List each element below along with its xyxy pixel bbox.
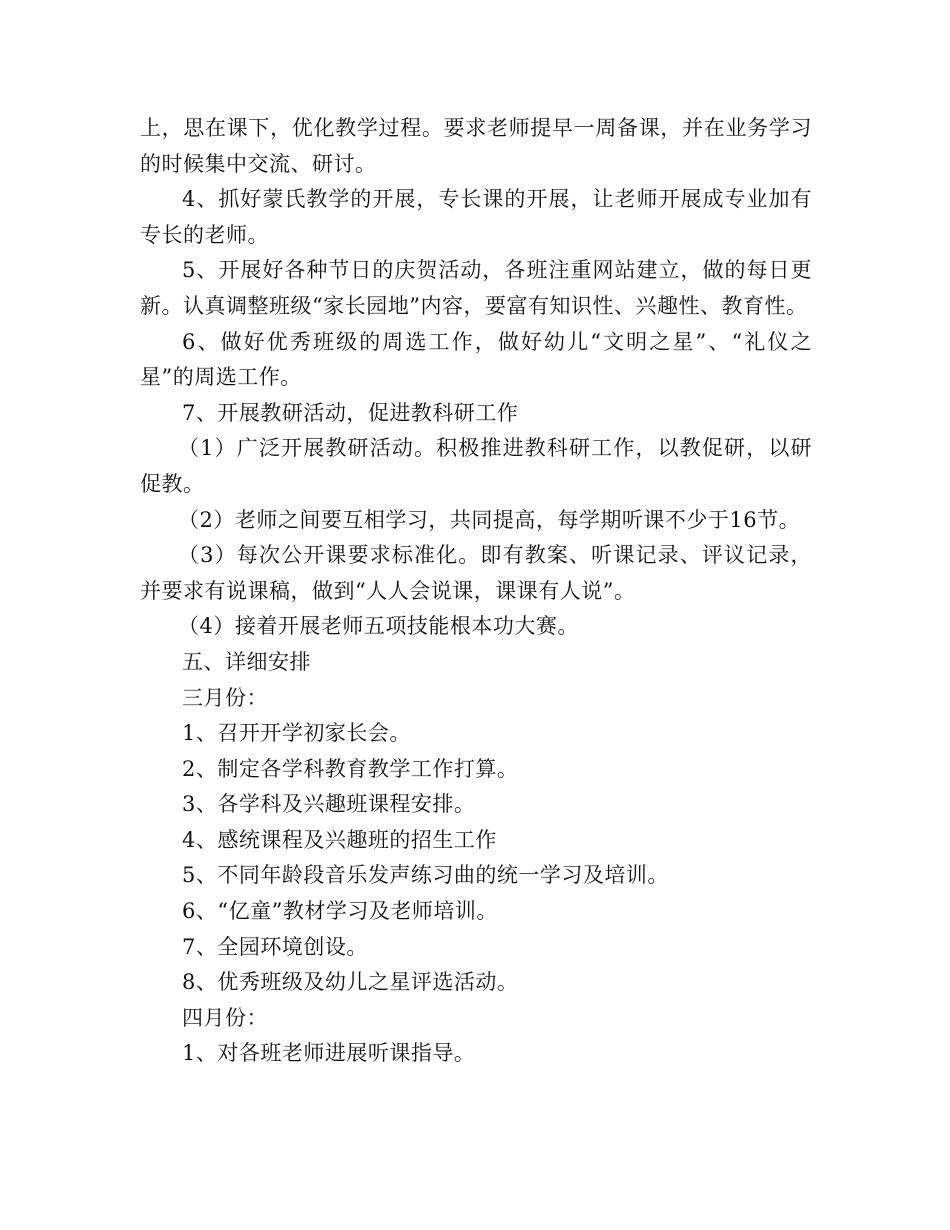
- list-item: 1、召开开学初家长会。: [182, 721, 411, 746]
- list-item: 6、“亿童”教材学习及老师培训。: [182, 899, 498, 924]
- paragraph-subitem-3: （3）每次公开课要求标准化。即有教案、听课记录、评议记录，并要求有说课稿，做到“人人会说课，课课有人说”。: [140, 543, 812, 603]
- list-item: 3、各学科及兴趣班课程安排。: [182, 792, 476, 817]
- document-body: [140, 111, 812, 1072]
- list-item: 8、优秀班级及幼儿之星评选活动。: [182, 970, 519, 995]
- paragraph-continuation: 上，思在课下，优化教学过程。要求老师提早一周备课，并在业务学习的时候集中交流、研讨。: [140, 116, 812, 176]
- paragraph-item-7: 7、开展教研活动，促进教科研工作: [182, 400, 519, 425]
- list-item: 5、不同年龄段音乐发声练习曲的统一学习及培训。: [182, 863, 669, 888]
- paragraph-item-6: 6、做好优秀班级的周选工作，做好幼儿“文明之星”、“礼仪之星”的周选工作。: [140, 329, 812, 390]
- paragraph-subitem-4: （4）接着开展老师五项技能根本功大赛。: [178, 614, 579, 639]
- list-item: 7、全园环境创设。: [182, 934, 368, 959]
- month-heading-march: 三月份：: [182, 685, 268, 710]
- list-item: 4、感统课程及兴趣班的招生工作: [182, 827, 497, 852]
- month-heading-april: 四月份：: [182, 1005, 268, 1030]
- paragraph-subitem-2: （2）老师之间要互相学习，共同提高，每学期听课不少于16节。: [178, 507, 801, 532]
- list-item: 2、制定各学科教育教学工作打算。: [182, 756, 519, 781]
- paragraph-item-5: 5、开展好各种节日的庆贺活动，各班注重网站建立，做的每日更新。认真调整班级“家长园地”内容，要富有知识性、兴趣性、教育性。: [140, 258, 812, 318]
- paragraph-item-4: 4、抓好蒙氏教学的开展，专长课的开展，让老师开展成专业加有专长的老师。: [140, 187, 812, 247]
- paragraph-subitem-1: （1）广泛开展教研活动。积极推进教科研工作，以教促研，以研促教。: [140, 436, 812, 496]
- section-heading: 五、详细安排: [182, 649, 311, 674]
- list-item: 1、对各班老师进展听课指导。: [182, 1041, 476, 1066]
